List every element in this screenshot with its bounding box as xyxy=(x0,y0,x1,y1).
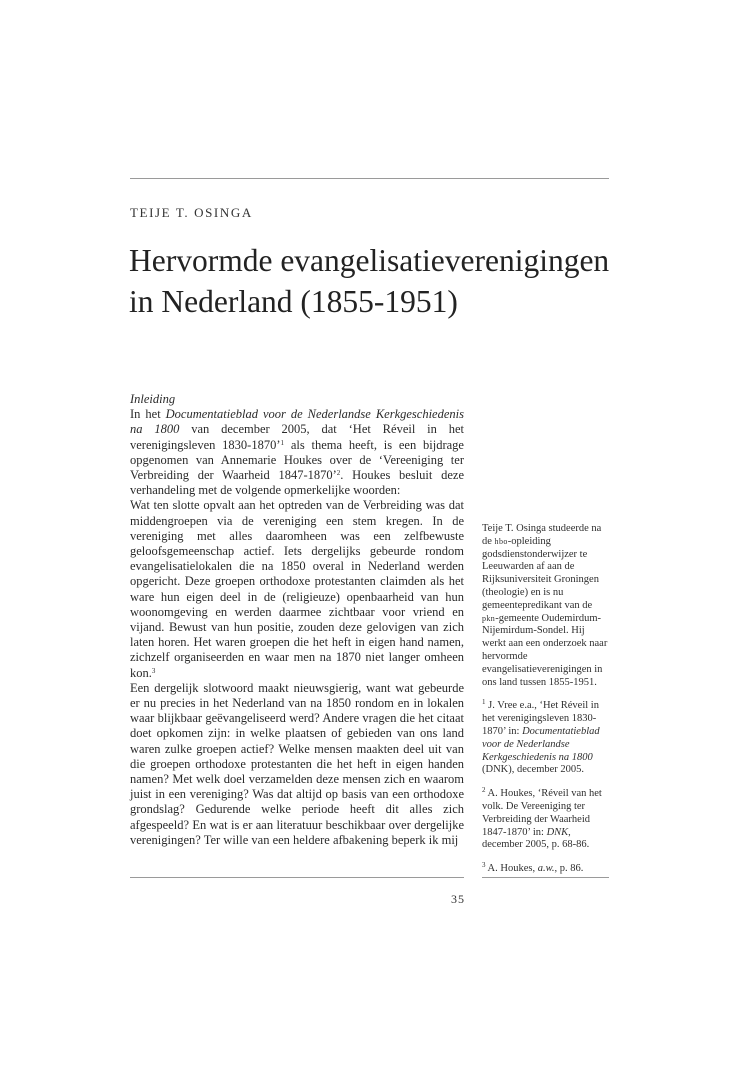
block-quote xyxy=(130,498,464,680)
footnote-ref-1[interactable]: 1 xyxy=(280,438,285,447)
quote-text: Wat ten slotte opvalt aan het optreden van de Verbreiding was dat middengroepen via de vereniging een stem kregen. In de vereniging met alles daaromheen was een zelfbewuste geloofsgemeenschap actief. Iets dergelijks gebeurde rondom evangelisatielokalen die na 1850 overal in Nederland werden opgericht. Deze groepen orthodoxe protestanten claimden als het ware hun eigen deel in de (religieuze) openbaarheid van hun woonomgeving en werden daarmee zichtbaar voor vriend en vijand. Bewust van hun positie, zouden deze gelovigen van zich laten horen. Het waren groepen die het heft in eigen hand namen, zichzelf organiseerden en waar men na 1870 niet langer omheen kon. xyxy=(130,498,464,680)
intro-text-1: In het xyxy=(130,407,166,422)
footnote-1-tail: (DNK), december 2005. xyxy=(482,764,585,776)
intro-paragraph xyxy=(130,407,464,498)
footnote-2-number: 2 xyxy=(482,786,486,795)
intro-text-3: als thema heeft, is een bijdrage opgenomen van Annemarie Houkes over de ‘Vereeniging ter Verbreiding der Waarheid 1847-1870’ xyxy=(130,437,464,483)
footnote-3-italic: a.w. xyxy=(537,863,555,875)
author-name: TEIJE T. OSINGA xyxy=(130,205,253,220)
author-note-text-2: -opleiding godsdienstonderwijzer te Leeuwarden af aan de Rijksuniversiteit Groningen (theologie) en is nu gemeentepredikant van de xyxy=(482,535,599,611)
pkn-abbrev: pkn xyxy=(482,613,496,623)
top-rule xyxy=(130,178,609,179)
title-line-1: Hervormde evangelisatieverenigingen xyxy=(129,243,610,278)
page-number: 35 xyxy=(451,892,465,906)
section-heading: Inleiding xyxy=(130,392,176,406)
main-column xyxy=(130,392,464,848)
footnote-1 xyxy=(482,700,610,777)
author-note xyxy=(482,523,610,689)
article-title xyxy=(129,240,629,322)
footnote-3-text: A. Houkes, xyxy=(485,863,538,875)
journal-title: Documentatieblad voor de Nederlandse Kerkgeschiedenis na 1800 xyxy=(130,407,464,437)
footnote-1-number: 1 xyxy=(482,698,486,707)
footnote-3 xyxy=(482,863,610,876)
intro-text-4: . Houkes besluit deze verhandeling met de volgende opmerkelijke woorden: xyxy=(130,468,464,498)
title-line-2: in Nederland (1855-1951) xyxy=(129,284,458,319)
footnote-1-italic: Documentatieblad voor de Nederlandse Kerkgeschiedenis na 1800 xyxy=(482,725,600,763)
author-note-text-1: Teije T. Osinga studeerde na de xyxy=(482,523,602,547)
side-column xyxy=(482,523,610,876)
hbo-abbrev: hbo xyxy=(494,536,508,546)
footnote-ref-3[interactable]: 3 xyxy=(151,666,156,675)
side-bottom-rule xyxy=(482,877,609,878)
footnote-2-italic: DNK xyxy=(546,826,569,838)
intro-text-2: van december 2005, dat ‘Het Réveil in het verenigingsleven 1830-1870’ xyxy=(130,422,465,452)
footnote-1-text: J. Vree e.a., ‘Het Réveil in het verenigingsleven 1830-1870’ in: xyxy=(482,700,599,737)
footnote-2 xyxy=(482,788,610,852)
footnote-2-text: A. Houkes, ‘Réveil van het volk. De Vereeniging ter Verbreiding der Waarheid 1847-1870’ in: xyxy=(482,788,602,838)
author-note-text-3: -gemeente Oudemirdum-Nijemirdum-Sondel. Hij werkt aan een onderzoek naar hervormde evangelisatieverenigingen in ons land tussen 1855-1951. xyxy=(482,612,608,688)
footnote-ref-2[interactable]: 2 xyxy=(336,469,341,478)
footnote-2-tail: , december 2005, p. 68-86. xyxy=(482,826,590,851)
main-bottom-rule xyxy=(130,877,464,878)
body-paragraph: Een dergelijk slotwoord maakt nieuwsgierig, want wat gebeurde er nu precies in het Nederland van na 1850 rondom en in lokalen waar blijkbaar geëvangeliseerd werd? Andere vragen die het citaat doet opkomen zijn: in welke plaatsen of gebieden van ons land waren zulke groepen actief? Welke mensen maakten deel uit van die groepen orthodoxe protestanten die het heft in eigen handen namen? Met welk doel verzamelden deze mensen zich en waarom juist in een vereniging? Was dat altijd op basis van een orthodoxe grondslag? Gedurende welke periode heeft dit alles zich afgespeeld? En wat is er aan literatuur beschikbaar over dergelijke verenigingen? Ter wille van een heldere afbakening beperk ik mij xyxy=(130,680,464,847)
footnote-3-tail: , p. 86. xyxy=(554,863,584,875)
footnote-3-number: 3 xyxy=(482,861,486,870)
